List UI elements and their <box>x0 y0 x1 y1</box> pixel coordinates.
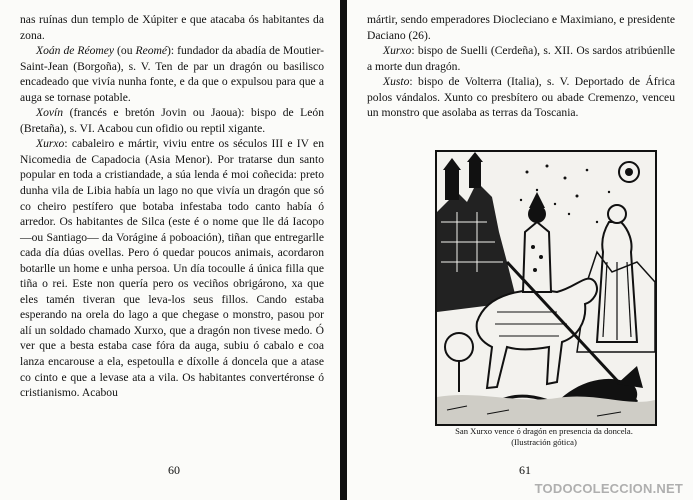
left-page <box>0 0 340 500</box>
entry-text: (francés e bretón Jovin ou Jaoua): bispo de León (Bretaña), s. VI. Acabou cun ofidio ou reptil xigante. <box>20 106 324 135</box>
entry-xoan <box>20 43 324 105</box>
saint-george-dragon-icon <box>437 152 655 424</box>
entry-name: Xurxo <box>383 44 412 58</box>
entry-text: ): fundador da abadía de Moutier-Saint-Jean (Borgoña), s. V. Ten de par un dragón ou basilisco encadeado que vivía nunha fonte, e da que o expulsou para que a auga se tornase potable. <box>20 44 324 104</box>
entry-name: Xoán de Réomey <box>36 44 115 58</box>
entry-xurxo-suelli <box>367 43 675 74</box>
entry-text: : cabaleiro e mártir, viviu entre os séculos III e IV en Nicomedia de Capadocia (Asia Menor). Por tratarse dun santo popular en toda a cristiandade, a súa lenda é moi coñecida: preto dunha vila de Libia había un lago no que vivía un dragón que só co cheiro pestífero que botaba infestaba todo canto había ó arredor. Os habitantes de Silca (este é o nome que lle dá Iacopo —ou Santiago— da Vorágine á poboación), tiñan que entregarlle cada día dúas ovellas. Pero ó quedar poucos animais, acordaron botarlle un home e unha persoa. Un día tocoulle á única filla que tiña o rei. Este non quería pero os veciños obrigárono, xa que eles tamén tiveran que leva-los seus fillos. Cando estaba esperando na orela do lago a que chegase o monstro, pasou por alí un soldado chamado Xurxo, que a dragón non tivese medo. Ó ver que a besta estaba case fóra da auga, subiu ó cabalo e coa lanza encarouse a ela, espetoulla e díxolle á doncela que a atase co cinto e que a levase ata a vila. Os habitantes convertéronse ó cristianismo. Acabou <box>20 137 324 400</box>
entry-text: : bispo de Suelli (Cerdeña), s. XII. Os sardos atribúenlle a morte dun dragón. <box>367 44 675 73</box>
entry-variant-open: (ou <box>114 44 136 58</box>
continued-text: mártir, sendo emperadores Diocleciano e Maximiano, e presidente Daciano (26). <box>367 13 675 42</box>
book-gutter <box>340 0 347 500</box>
page-number-left: 60 <box>168 463 180 477</box>
gothic-woodcut-illustration <box>435 150 657 426</box>
right-page <box>347 0 693 500</box>
page-number-right: 61 <box>519 463 531 477</box>
entry-name: Xusto <box>383 75 410 89</box>
entry-text: : bispo de Volterra (Italia), s. V. Deportado de África polos vándalos. Xunto co presbítero ou abade Cremenzo, venceu un monstro que asolaba as terras da Toscania. <box>367 75 675 120</box>
entry-name: Xurxo <box>36 137 65 151</box>
entry-xurxo <box>20 136 324 400</box>
entry-xovin <box>20 105 324 136</box>
caption-line-1: San Xurxo vence ó dragón en presencia da doncela. <box>455 426 633 436</box>
caption-line-2: (Ilustración gótica) <box>511 436 577 447</box>
watermark-logo: TODOCOLECCION.NET <box>534 481 683 496</box>
continued-text: nas ruínas dun templo de Xúpiter e que atacaba ós habitantes da zona. <box>20 13 324 42</box>
figure-caption <box>413 426 675 447</box>
entry-name: Xovín <box>36 106 64 120</box>
entry-variant: Reomé <box>135 44 168 58</box>
entry-xusto <box>367 74 675 121</box>
